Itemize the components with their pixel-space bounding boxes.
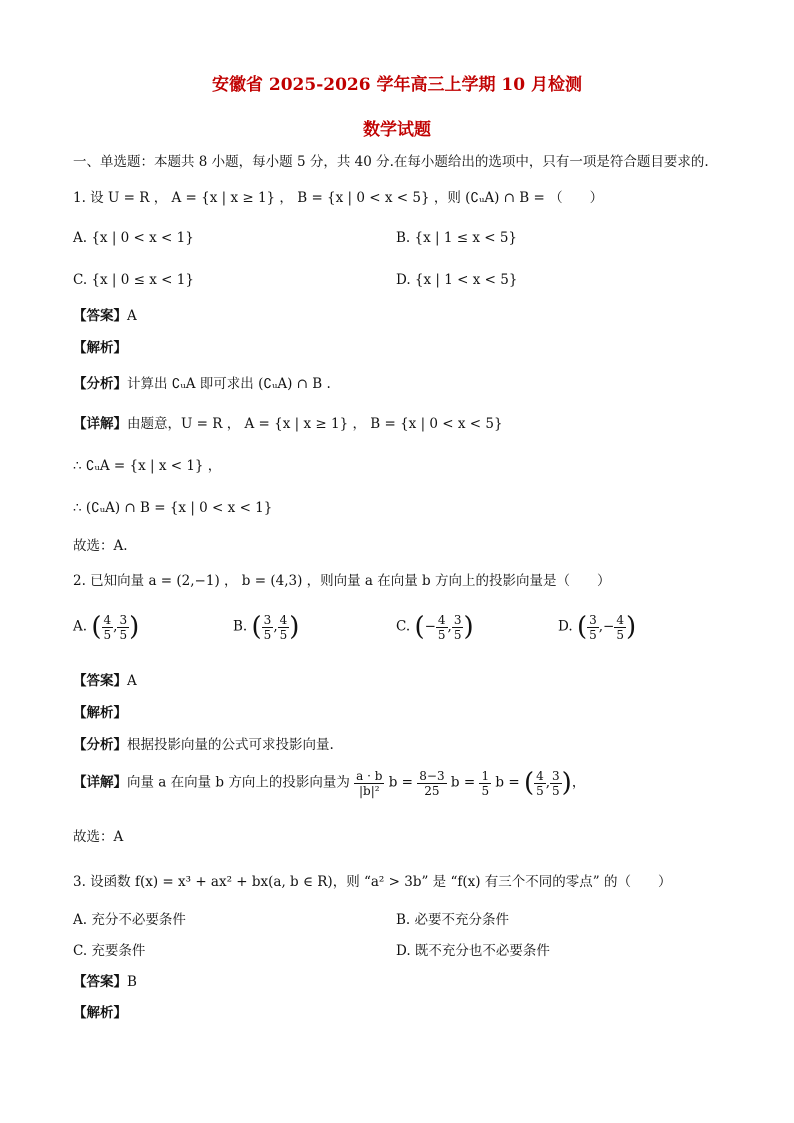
document-title: 安徽省 2025-2026 学年高三上学期 10 月检测 (211, 75, 582, 95)
q1-detail (73, 414, 503, 434)
fenxi-text: 计算出 ∁ᵤA 即可求出 (∁ᵤA) ∩ B . (127, 376, 331, 392)
q1-step2: ∴ (∁ᵤA) ∩ B = {x | 0 < x < 1} (73, 500, 273, 516)
q1-option-b: B. {x | 1 ≤ x < 5} (396, 230, 518, 246)
q3-option-b: B. 必要不充分条件 (396, 912, 510, 928)
q1-stem: 1. 设 U = R ， A = {x | x ≥ 1} ， B = {x | 0 < x < 5} ，则 (∁ᵤA) ∩ B = （ ） (73, 190, 604, 206)
answer-label: 【答案】 (73, 974, 127, 990)
q2-analysis-label: 【解析】 (73, 705, 127, 721)
answer-label: 【答案】 (73, 673, 127, 689)
q1-step1: ∴ ∁ᵤA = {x | x < 1} ， (73, 458, 222, 474)
fenxi-label: 【分析】 (73, 737, 127, 753)
fenxi-text: 根据投影向量的公式可求投影向量. (127, 737, 334, 753)
q3-option-d: D. 既不充分也不必要条件 (396, 943, 550, 959)
q2-option-b: B. ( $\frac{3}{5}$ , $\frac{4}{5}$ ) (233, 612, 300, 642)
q2-fenxi (73, 735, 334, 755)
q2-detail: 【详解】向量 a 在向量 b 方向上的投影向量为 $\frac{a \cdot b}{\text{|b|²}}$ b = $\frac{8-3}{25}$ b = $\frac{1}{5}$ b = ( $\frac{4}{5}$ , $\frac{3}{5}$ )， (73, 768, 586, 798)
q2-option-c: C. (− $\frac{4}{5}$ , $\frac{3}{5}$ ) (396, 612, 474, 642)
q2-option-a: A. ( $\frac{4}{5}$ , $\frac{3}{5}$ ) (73, 612, 140, 642)
q2-choice: 故选：A (73, 829, 124, 845)
q2-answer (73, 671, 137, 691)
section-heading: 一、单选题：本题共 8 小题，每小题 5 分，共 40 分.在每小题给出的选项中，只有一项是符合题目要求的. (73, 154, 709, 170)
q2-stem: 2. 已知向量 a = (2,−1) ， b = (4,3) ，则向量 a 在向量 b 方向上的投影向量是（ ） (73, 573, 611, 589)
q1-option-c: C. {x | 0 ≤ x < 1} (73, 272, 194, 288)
q1-option-a: A. {x | 0 < x < 1} (73, 230, 194, 246)
detail-text: 由题意，U = R ， A = {x | x ≥ 1} ， B = {x | 0 < x < 5} (127, 416, 503, 432)
q1-option-d: D. {x | 1 < x < 5} (396, 272, 518, 288)
detail-label: 【详解】 (73, 416, 127, 432)
q3-analysis-label: 【解析】 (73, 1005, 127, 1021)
q1-answer (73, 306, 137, 326)
q3-answer (73, 972, 137, 992)
q3-option-c: C. 充要条件 (73, 943, 146, 959)
q2-option-d: D. ( $\frac{3}{5}$ ,− $\frac{4}{5}$ ) (558, 612, 637, 642)
answer-value: A (127, 308, 137, 324)
answer-label: 【答案】 (73, 308, 127, 324)
q1-fenxi (73, 374, 331, 394)
q1-choice: 故选：A. (73, 538, 128, 554)
answer-value: B (127, 974, 137, 990)
q3-stem: 3. 设函数 f(x) = x³ + ax² + bx(a, b ∈ R)，则 “a² > 3b” 是 “f(x) 有三个不同的零点” 的（ ） (73, 874, 672, 890)
answer-value: A (127, 673, 137, 689)
fenxi-label: 【分析】 (73, 376, 127, 392)
document-subtitle: 数学试题 (363, 120, 431, 140)
q3-option-a: A. 充分不必要条件 (73, 912, 186, 928)
q1-analysis-label: 【解析】 (73, 340, 127, 356)
